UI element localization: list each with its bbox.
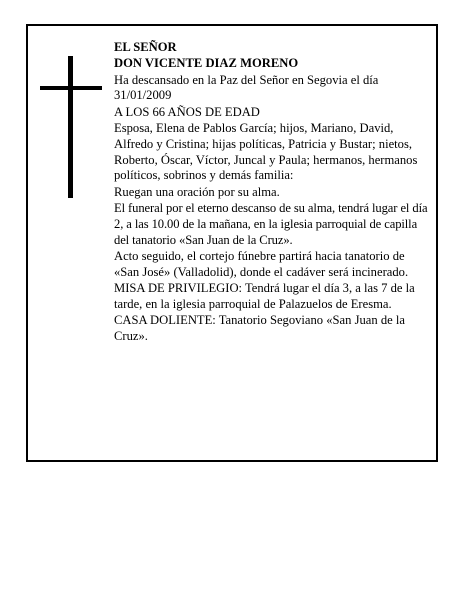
mourning-house: CASA DOLIENTE: Tanatorio Segoviano «San Juan de la Cruz». xyxy=(114,313,405,343)
obituary-notice xyxy=(26,24,438,462)
cross-horizontal-bar xyxy=(40,86,102,90)
age-statement: A LOS 66 AÑOS DE EDAD xyxy=(114,104,260,119)
prayer-request: Ruegan una oración por su alma. xyxy=(114,184,280,199)
cross-vertical-bar xyxy=(68,56,73,198)
deceased-name: DON VICENTE DIAZ MORENO xyxy=(114,56,299,71)
family-list: Esposa, Elena de Pablos García; hijos, Mariano, David, Alfredo y Cristina; hijas políticas, Patricia y Bustar; nietos, Roberto, Óscar, Víctor, Juncal y Paula; hermanos, hermanos políticos, sobrinos y demás familia: xyxy=(114,120,418,183)
mass-details: MISA DE PRIVILEGIO: Tendrá lugar el día 3, a las 7 de la tarde, en la iglesia parroquial de Palazuelos de Eresma. xyxy=(114,280,415,311)
notice-text xyxy=(114,40,432,345)
death-statement: Ha descansado en la Paz del Señor en Segovia el día 31/01/2009 xyxy=(114,72,379,103)
cortege-details: Acto seguido, el cortejo fúnebre partirá hacia tanatorio de «San José» (Valladolid), donde el cadáver será incinerado. xyxy=(114,248,409,279)
funeral-details: El funeral por el eterno descanso de su alma, tendrá lugar el día 2, a las 10.00 de la mañana, en la iglesia parroquial de capilla del tanatorio «San Juan de la Cruz». xyxy=(114,200,428,247)
notice-title: EL SEÑOR xyxy=(114,40,177,54)
cross-icon xyxy=(40,56,102,198)
